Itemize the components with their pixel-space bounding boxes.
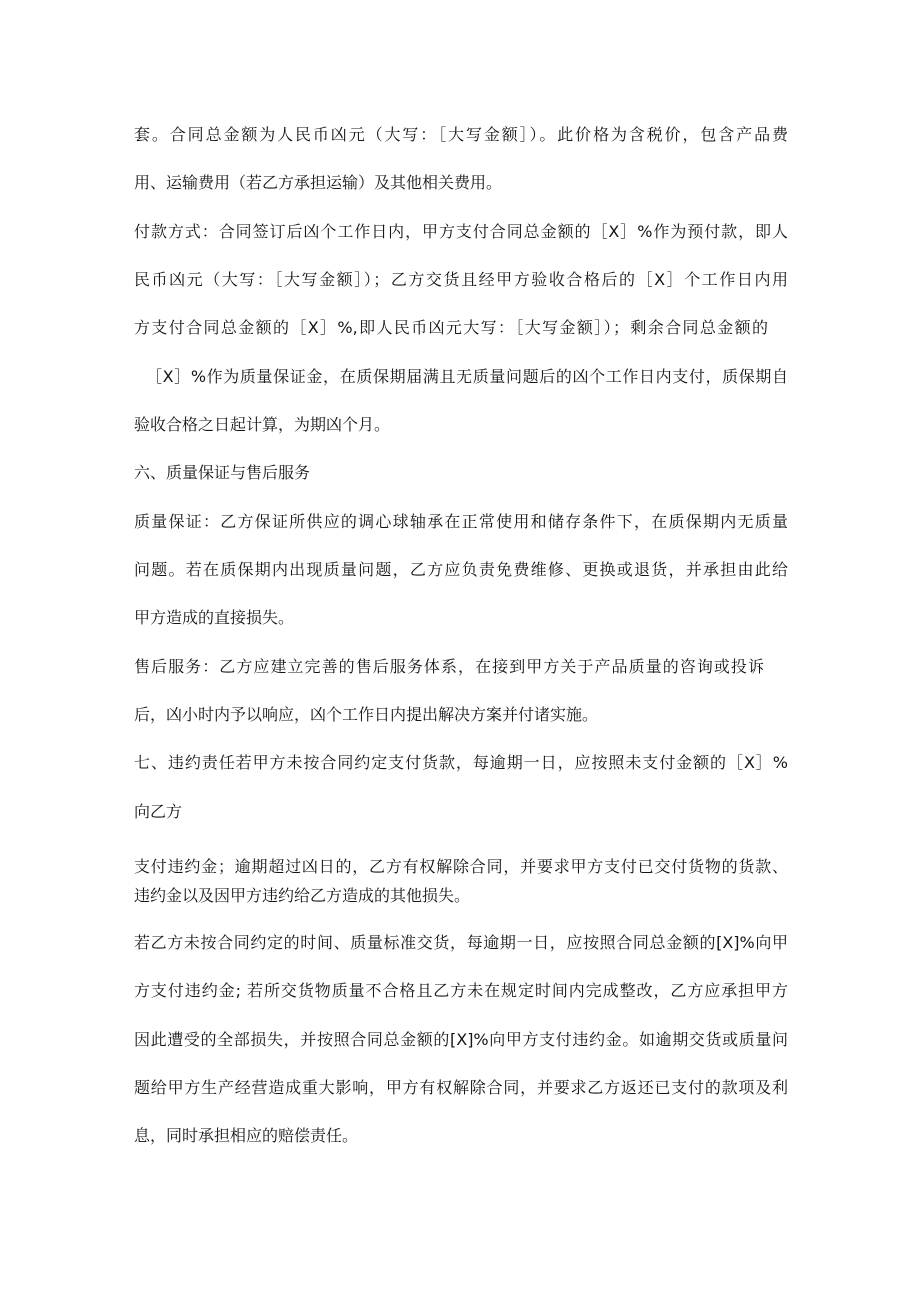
paragraph-line: 支付违约金；逾期超过凶日的，乙方有权解除合同，并要求甲方支付已交付货物的货款、	[134, 857, 788, 876]
paragraph-line: 后，凶小时内予以响应，凶个工作日内提出解决方案并付诸实施。	[134, 705, 599, 724]
paragraph-line: ［X］%作为质量保证金，在质保期届满且无质量问题后的凶个工作日内支付，质保期自	[146, 367, 788, 386]
paragraph-line: 息，同时承担相应的赔偿责任。	[134, 1126, 359, 1145]
paragraph-line: 若乙方未按合同约定的时间、质量标准交货，每逾期一日，应按照合同总金额的[X]%向甲	[134, 933, 788, 952]
section-heading: 六、质量保证与售后服务	[134, 463, 311, 482]
paragraph-line: 因此遭受的全部损失，并按照合同总金额的[X]%向甲方支付违约金。如逾期交货或质量问	[134, 1030, 788, 1049]
paragraph-line: 用、运输费用（若乙方承担运输）及其他相关费用。	[134, 173, 503, 192]
paragraph-line: 验收合格之日起计算，为期凶个月。	[134, 415, 391, 434]
paragraph-line: 甲方造成的直接损失。	[134, 608, 295, 627]
paragraph-line: 题给甲方生产经营造成重大影响，甲方有权解除合同，并要求乙方返还已支付的款项及利	[134, 1078, 788, 1097]
paragraph-line: 方支付违约金; 若所交货物质量不合格且乙方未在规定时间内完成整改，乙方应承担甲方	[134, 981, 788, 1000]
section-heading: 七、违约责任若甲方未按合同约定支付货款，每逾期一日，应按照未支付金额的［X］%	[134, 753, 788, 772]
paragraph-line: 违约金以及因甲方违约给乙方造成的其他损失。	[134, 886, 471, 905]
paragraph-line: 方支付合同总金额的［X］%,即人民币凶元大写：［大写金额］）；剩余合同总金额的	[134, 318, 768, 337]
paragraph-line: 付款方式：合同签订后凶个工作日内，甲方支付合同总金额的［X］%作为预付款，即人	[134, 222, 788, 241]
paragraph-line: 售后服务：乙方应建立完善的售后服务体系，在接到甲方关于产品质量的咨询或投诉	[134, 657, 764, 676]
paragraph-line: 民币凶元（大写：［大写金额］）；乙方交货且经甲方验收合格后的［X］个工作日内用	[134, 270, 788, 289]
paragraph-line: 问题。若在质保期内出现质量问题，乙方应负责免费维修、更换或退货，并承担由此给	[134, 560, 788, 579]
paragraph-line: 套。合同总金额为人民币凶元（大写：［大写金额］）。此价格为含税价，包含产品费	[134, 125, 788, 144]
paragraph-line: 质量保证：乙方保证所供应的调心球轴承在正常使用和储存条件下，在质保期内无质量	[134, 512, 788, 531]
paragraph-line: 向乙方	[134, 802, 183, 821]
